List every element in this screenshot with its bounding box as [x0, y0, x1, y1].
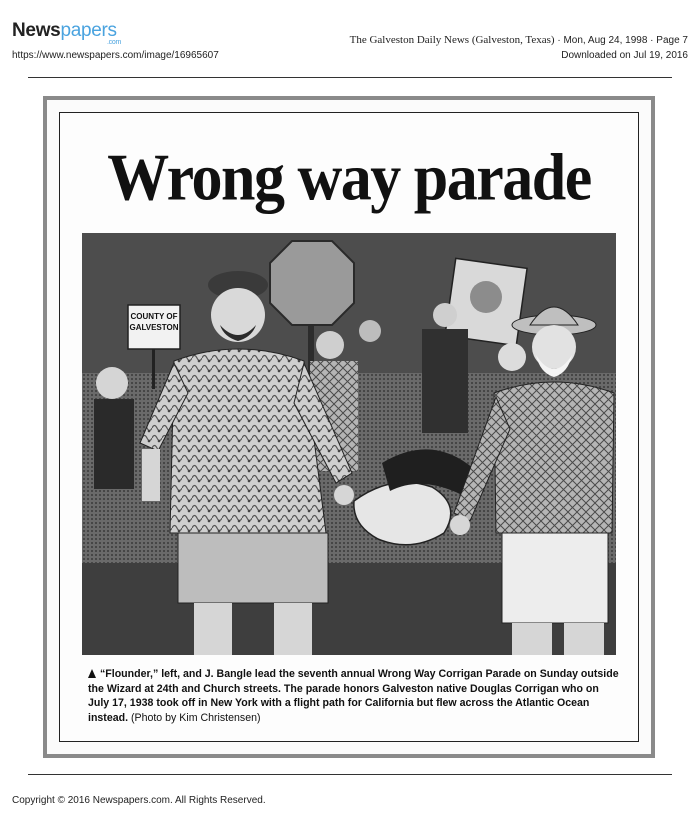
- newspapers-logo[interactable]: [12, 20, 121, 46]
- clipping-paper: [47, 100, 651, 754]
- clipping-container: [43, 96, 655, 758]
- logo-text-main: News: [12, 20, 61, 41]
- sign-county-line2: GALVESTON: [129, 323, 179, 332]
- newspaper-title: The Galveston Daily News (Galveston, Texas): [349, 34, 555, 46]
- source-info: [350, 33, 688, 63]
- photo-credit: (Photo by Kim Christensen): [128, 711, 261, 724]
- separator: ·: [554, 35, 564, 46]
- logo-text-accent: papers: [60, 20, 117, 41]
- header-divider: [28, 77, 672, 78]
- separator: ·: [647, 35, 657, 46]
- download-date: Downloaded on Jul 19, 2016: [561, 50, 688, 61]
- issue-date: Mon, Aug 24, 1998: [563, 35, 648, 46]
- copyright-notice: Copyright © 2016 Newspapers.com. All Rights Reserved.: [12, 795, 266, 806]
- source-line: [350, 33, 688, 48]
- sign-county-line1: COUNTY OF: [130, 312, 178, 321]
- photo-illustration: [82, 233, 616, 655]
- caption-marker-icon: [88, 669, 96, 678]
- clipping-frame: [59, 112, 639, 742]
- parade-photo: [82, 233, 616, 655]
- page-number: Page 7: [656, 35, 688, 46]
- logo-text-com: .com: [107, 39, 121, 46]
- headline: Wrong way parade: [107, 141, 591, 215]
- footer-divider: [28, 774, 672, 775]
- image-url[interactable]: https://www.newspapers.com/image/16965607: [12, 50, 219, 61]
- caption-text: “Flounder,” left, and J. Bangle lead the seventh annual Wrong Way Corrigan Parade on Sunday outside the Wizard at 24th and Church streets. The parade honors Galveston native Douglas Corrigan who on July 17, 1938 took off in New York with a flight path for California but flew across the Atlantic Ocean instead.: [88, 668, 619, 724]
- photo-caption: [88, 667, 620, 725]
